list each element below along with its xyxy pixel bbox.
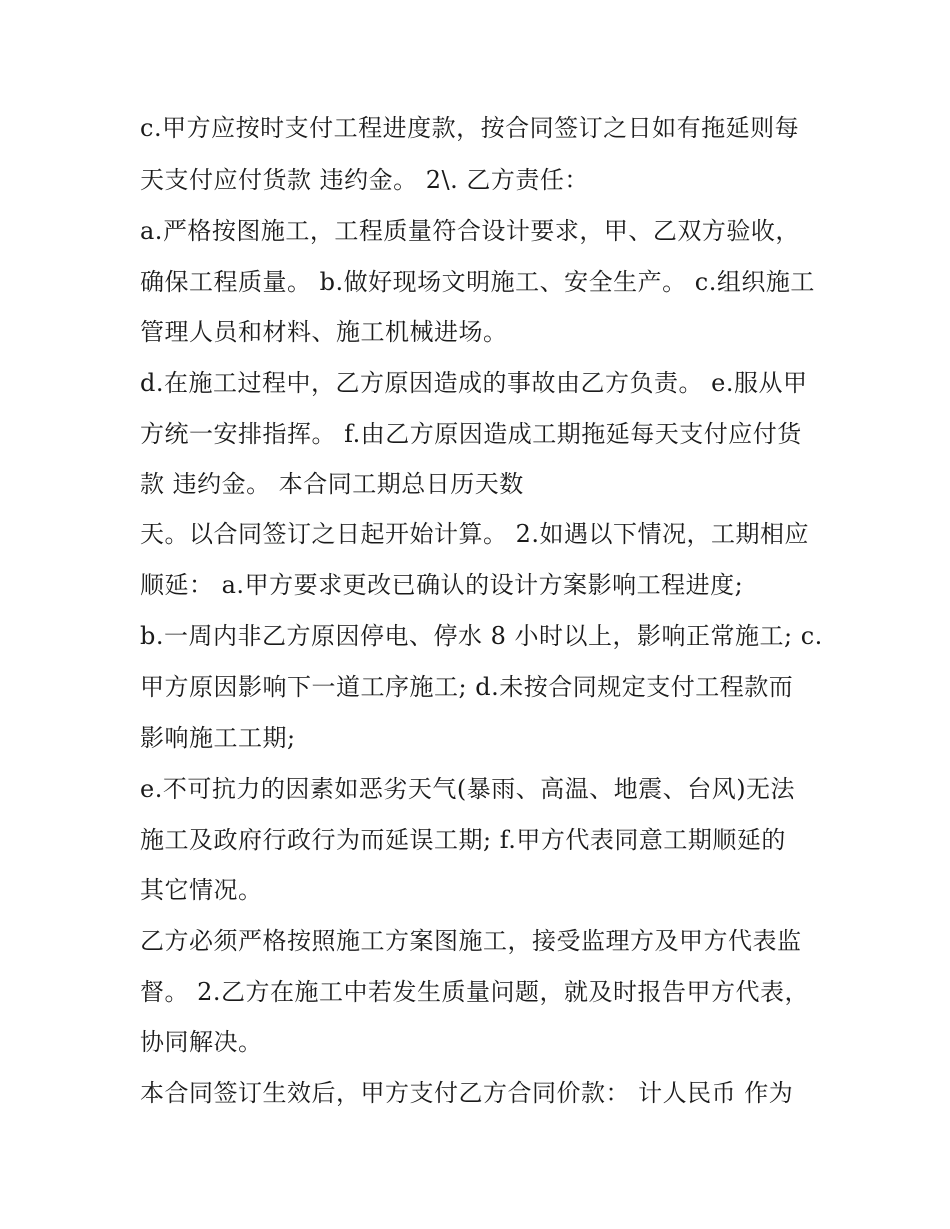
text-line: 款 违约金。 本合同工期总日历天数 (140, 470, 524, 498)
text-line: 方统一安排指挥。 f.由乙方原因造成工期拖延每天支付应付货 (140, 420, 802, 448)
text-line: 乙方必须严格按照施工方案图施工，接受监理方及甲方代表监 (140, 927, 802, 955)
text-line: b.一周内非乙方原因停电、停水 8 小时以上，影响正常施工; c. (140, 622, 823, 650)
text-line: a.严格按图施工，工程质量符合设计要求，甲、乙双方验收， (140, 217, 800, 245)
text-line: 协同解决。 (140, 1028, 263, 1056)
text-line: d.在施工过程中，乙方原因造成的事故由乙方负责。 e.服从甲 (140, 369, 808, 397)
text-line: e.不可抗力的因素如恶劣天气(暴雨、高温、地震、台风)无法 (140, 775, 796, 803)
text-line: 督。 2.乙方在施工中若发生质量问题，就及时报告甲方代表， (140, 978, 810, 1006)
text-line: 管理人员和材料、施工机械进场。 (140, 318, 508, 346)
text-line: 天支付应付货款 违约金。 2\. 乙方责任： (140, 166, 589, 194)
text-line: 顺延： a.甲方要求更改已确认的设计方案影响工程进度; (140, 571, 744, 599)
text-line: 本合同签订生效后，甲方支付乙方合同价款： 计人民币 作为 (140, 1079, 794, 1107)
text-line: 影响施工工期; (140, 724, 296, 752)
text-line: 施工及政府行政行为而延误工期; f.甲方代表同意工期顺延的 (140, 826, 786, 854)
text-line: 确保工程质量。 b.做好现场文明施工、安全生产。 c.组织施工 (140, 268, 815, 296)
text-line: c.甲方应按时支付工程进度款，按合同签订之日如有拖延则每 (140, 114, 800, 142)
text-line: 天。以合同签订之日起开始计算。 2.如遇以下情况，工期相应 (140, 520, 810, 548)
text-line: 甲方原因影响下一道工序施工; d.未按合同规定支付工程款而 (140, 673, 794, 701)
text-line: 其它情况。 (140, 876, 263, 904)
